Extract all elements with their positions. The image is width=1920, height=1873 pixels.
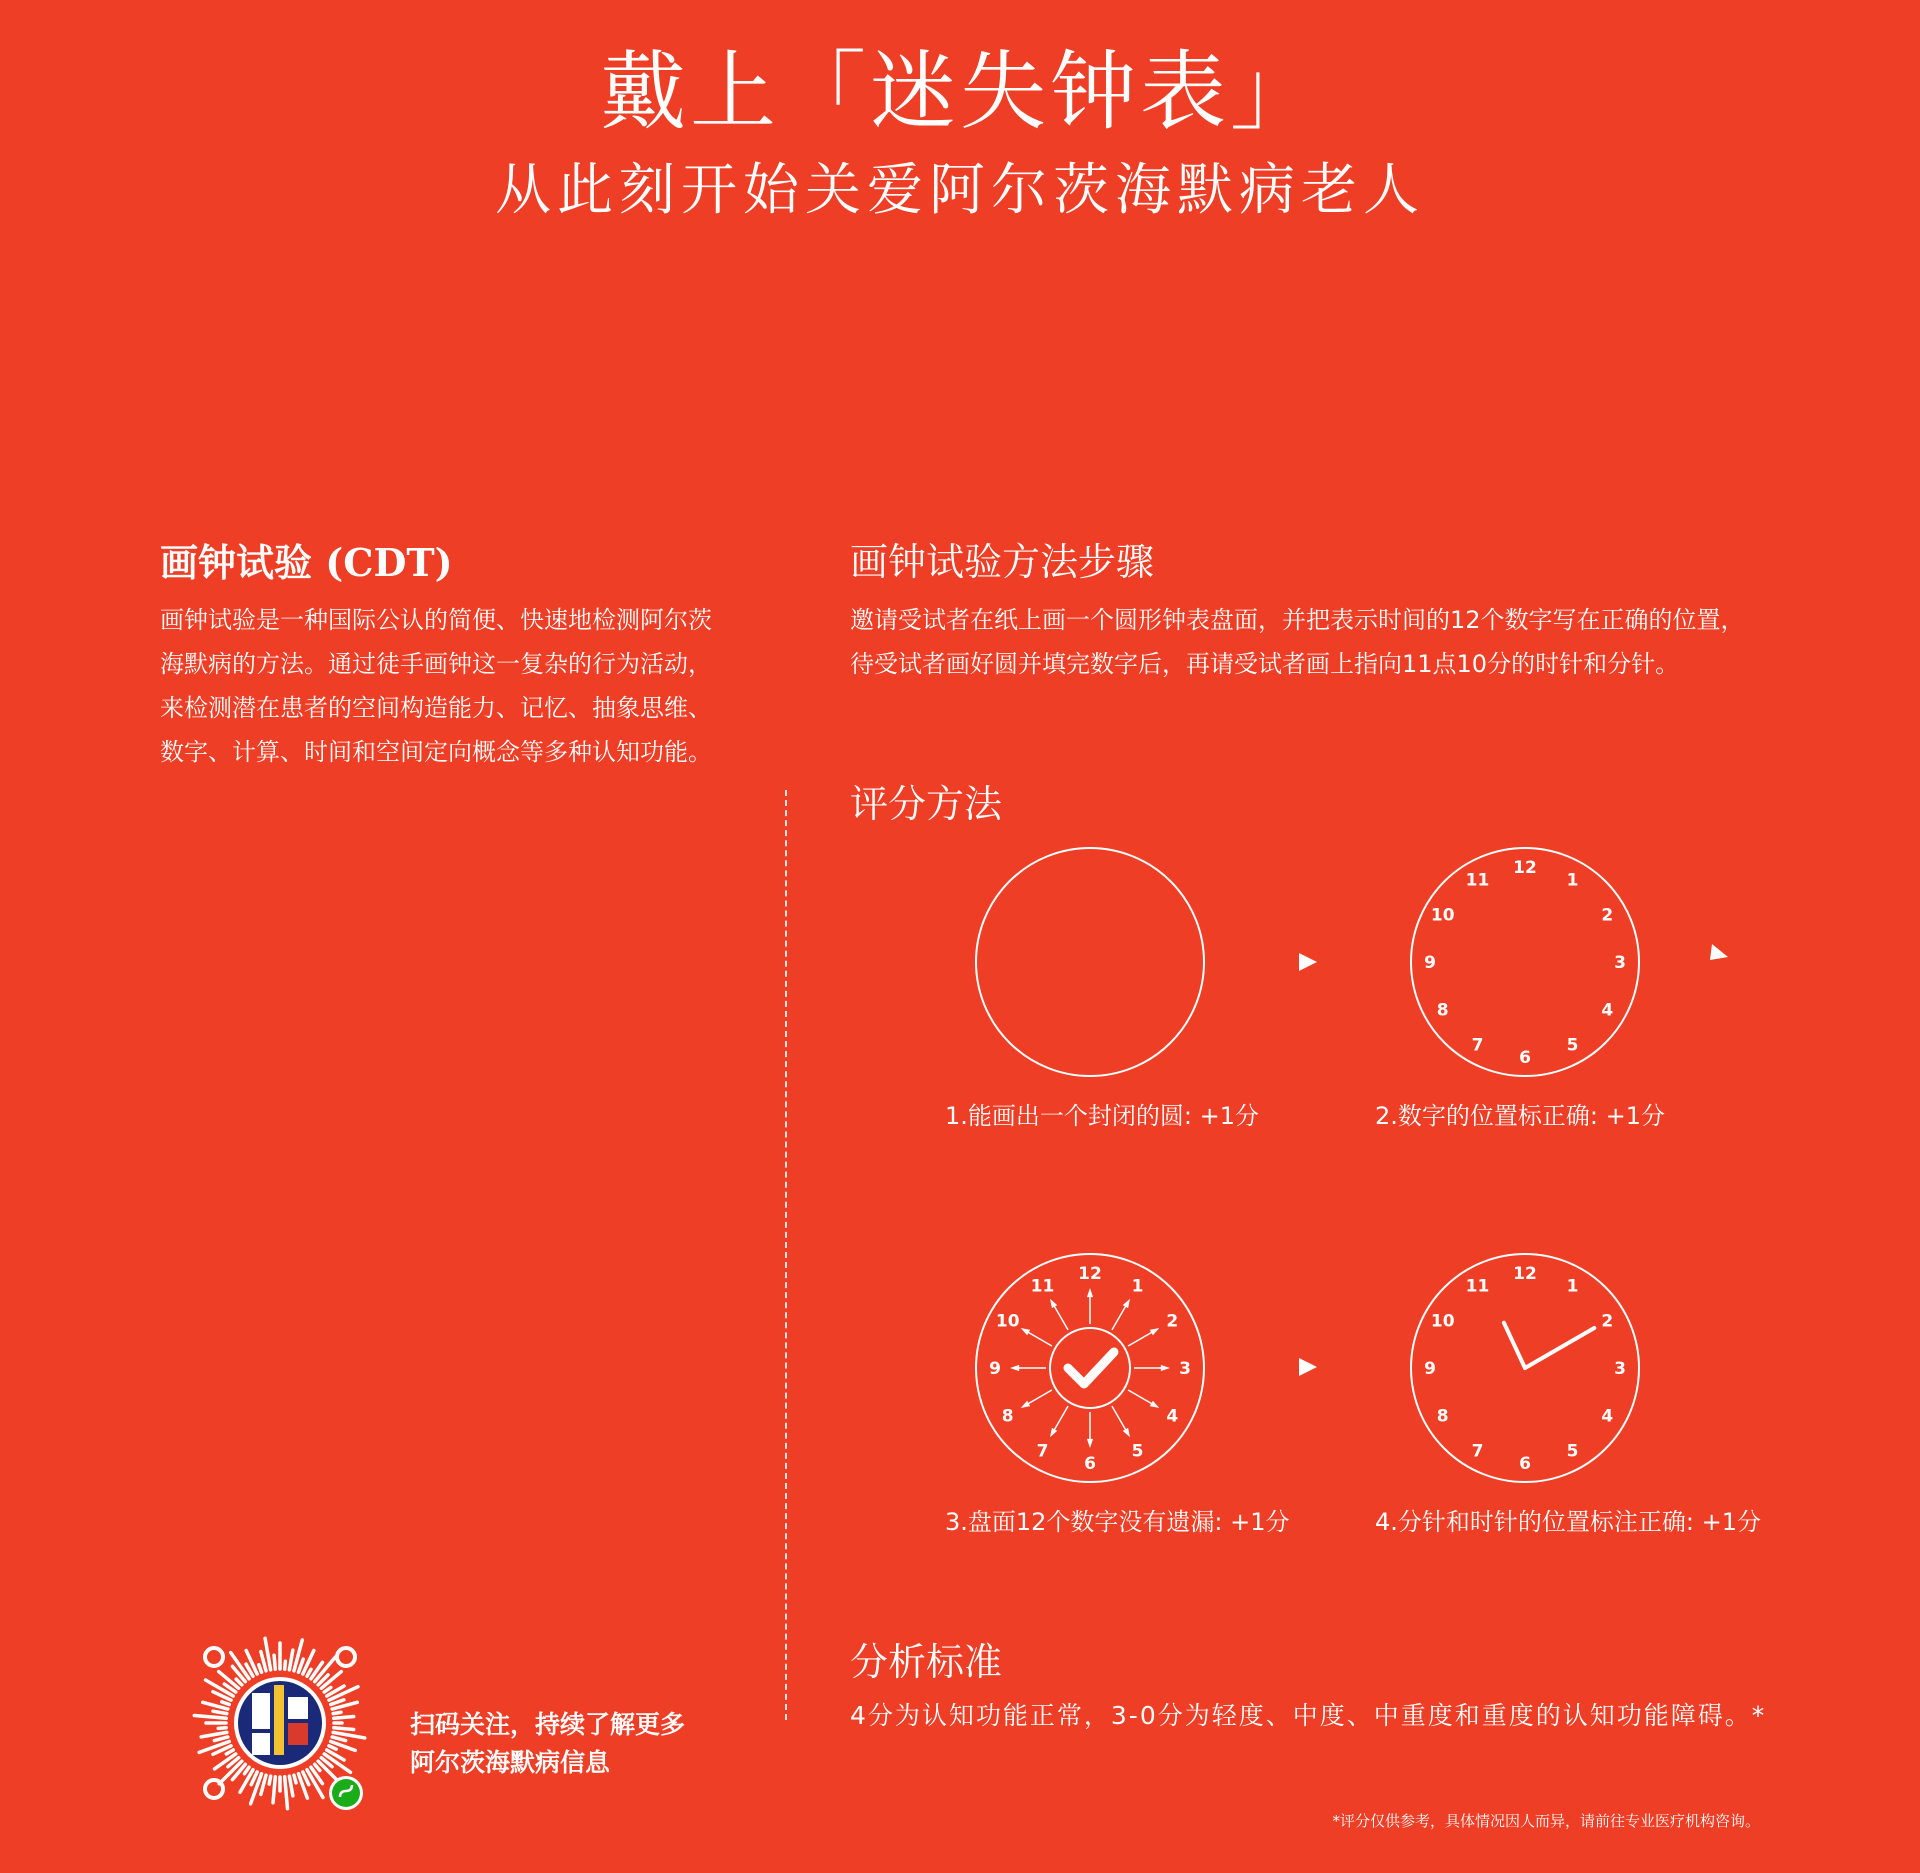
cdt-description: 画钟试验是一种国际公认的简便、快速地检测阿尔茨海默病的方法。通过徒手画钟这一复杂的行为活动，来检测潜在患者的空间构造能力、记忆、抽象思维、数字、计算、时间和空间定向概念等多种认知功能。 [160, 606, 712, 766]
scoring-caption-1: 1.能画出一个封闭的圆: +1分 [945, 1102, 1259, 1130]
clock-number: 11 [1030, 1276, 1055, 1297]
clock-number: 11 [1465, 870, 1490, 891]
steps-line-2: 待受试者画好圆并填完数字后，再请受试者画上指向11点10分的时针和分针。 [850, 650, 1680, 678]
hour-hand [1504, 1323, 1525, 1368]
clock-number: 1 [1131, 1276, 1144, 1297]
sub-title: 从此刻开始关爱阿尔茨海默病老人 [495, 158, 1425, 223]
clock-number: 1 [1566, 1276, 1579, 1297]
qr-caption-line-1: 扫码关注，持续了解更多 [410, 1710, 686, 1739]
scoring-caption-3: 3.盘面12个数字没有遗漏: +1分 [945, 1508, 1290, 1536]
clock-number: 6 [1519, 1454, 1531, 1474]
clock-number: 7 [1471, 1441, 1484, 1462]
qr-caption [410, 1706, 685, 1782]
clock-number: 10 [995, 1311, 1020, 1332]
steps-heading: 画钟试验方法步骤 [850, 540, 1155, 584]
play-arrow-icon [1708, 942, 1730, 964]
minute-hand [1525, 1328, 1594, 1368]
clock-number: 2 [1166, 1311, 1179, 1332]
arrow-head [1050, 1428, 1057, 1437]
analysis-heading: 分析标准 [850, 1640, 1003, 1684]
clock-number: 12 [1513, 858, 1537, 878]
arrow-head [1123, 1299, 1130, 1308]
clock-number: 7 [1471, 1035, 1484, 1056]
clock-number: 11 [1465, 1276, 1490, 1297]
arrow-head [1021, 1401, 1030, 1408]
footnote: *评分仅供参考，具体情况因人而异，请前往专业医疗机构咨询。 [1332, 1812, 1760, 1830]
clock-number: 5 [1131, 1441, 1144, 1462]
clock-number: 12 [1513, 1264, 1537, 1284]
play-arrow-icon [1297, 1356, 1319, 1378]
steps-line-1: 邀请受试者在纸上画一个圆形钟表盘面，并把表示时间的12个数字写在正确的位置， [850, 606, 1745, 634]
qr-caption-line-2: 阿尔茨海默病信息 [410, 1748, 611, 1777]
arrow-head [1087, 1439, 1093, 1448]
scoring-heading: 评分方法 [850, 782, 1003, 826]
arrow-head [1087, 1288, 1093, 1297]
arrow-head [1050, 1299, 1057, 1308]
arrow-head [1123, 1428, 1130, 1437]
clock-number: 4 [1601, 1406, 1614, 1427]
clock-number: 8 [1436, 1406, 1449, 1427]
clock-number: 4 [1166, 1406, 1179, 1427]
clock-number: 3 [1614, 1359, 1626, 1379]
clock-number: 9 [989, 1359, 1001, 1379]
clock-number: 3 [1614, 953, 1626, 973]
arrow-head [1010, 1365, 1019, 1371]
clock-number: 6 [1519, 1048, 1531, 1068]
clock-number: 2 [1601, 1311, 1614, 1332]
arrow-head [1150, 1401, 1159, 1408]
qr-code-icon[interactable] [182, 1625, 378, 1821]
clock-number: 10 [1430, 1311, 1455, 1332]
clock-with-numbers [1405, 842, 1645, 1082]
play-arrow-icon [1297, 951, 1319, 973]
clock-number: 6 [1084, 1454, 1096, 1474]
dashed-divider [785, 790, 787, 1720]
clock-number: 7 [1036, 1441, 1049, 1462]
clock-number: 9 [1424, 1359, 1436, 1379]
main-title: 戴上「迷失钟表」 [600, 42, 1320, 142]
clock-number: 2 [1601, 905, 1614, 926]
clock-empty-circle [970, 842, 1210, 1082]
clock-number: 5 [1566, 1035, 1579, 1056]
clock-number: 1 [1566, 870, 1579, 891]
clock-number: 9 [1424, 953, 1436, 973]
clock-number: 3 [1179, 1359, 1191, 1379]
clock-number: 4 [1601, 1000, 1614, 1021]
steps-description [850, 598, 1780, 686]
scoring-caption-4: 4.分针和时针的位置标注正确: +1分 [1375, 1508, 1761, 1536]
arrow-head [1150, 1328, 1159, 1335]
analysis-description: 4分为认知功能正常，3-0分为轻度、中度、中重度和重度的认知功能障碍。* [850, 1701, 1767, 1730]
clock-number: 12 [1078, 1264, 1102, 1284]
clock-number: 5 [1566, 1441, 1579, 1462]
clock-with-hands [1405, 1248, 1645, 1488]
scoring-caption-2: 2.数字的位置标正确: +1分 [1375, 1102, 1665, 1130]
arrow-head [1021, 1328, 1030, 1335]
arrow-head [1161, 1365, 1170, 1371]
clock-with-check [970, 1248, 1210, 1488]
clock-number: 8 [1001, 1406, 1014, 1427]
cdt-heading: 画钟试验 (CDT) [160, 540, 453, 585]
clock-number: 8 [1436, 1000, 1449, 1021]
clock-number: 10 [1430, 905, 1455, 926]
checkmark-icon [1068, 1352, 1114, 1384]
